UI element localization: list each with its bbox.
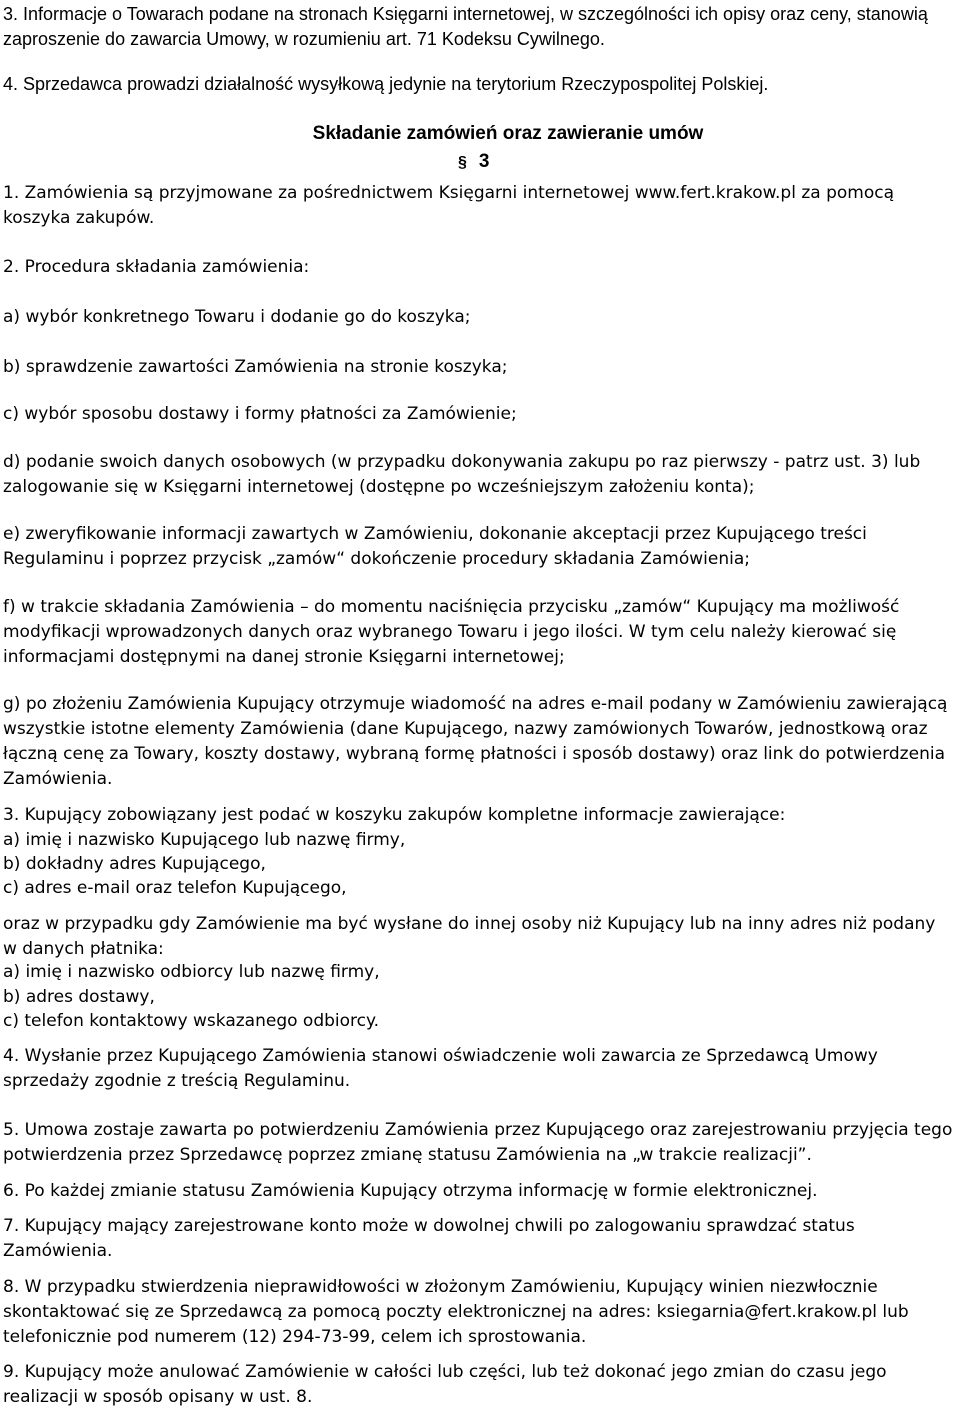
list-item-2e: e) zweryfikowanie informacji zawartych w Zamówieniu, dokonanie akceptacji przez Kupującego treści Regulaminu i poprzez przycisk „zamów“ dokończenie procedury składania Zamówienia; <box>3 524 867 569</box>
paragraph-zamowienia-przyjmowane: 1. Zamówienia są przyjmowane za pośrednictwem Księgarni internetowej www.fert.krakow.pl za pomocą koszyka zakupów. <box>3 183 894 228</box>
list-item-odbiorca-b: b) adres dostawy, <box>3 987 155 1007</box>
paragraph-kupujacy-zobowiazany: 3. Kupujący zobowiązany jest podać w koszyku zakupów kompletne informacje zawierające: <box>3 805 786 825</box>
section-symbol: § <box>458 154 467 171</box>
list-item-2d: d) podanie swoich danych osobowych (w przypadku dokonywania zakupu po raz pierwszy - patrz ust. 3) lub zalogowanie się w Księgarni internetowej (dostępne po wcześniejszym założeniu konta); <box>3 452 921 497</box>
paragraph-inny-odbiorca: oraz w przypadku gdy Zamówienie ma być wysłane do innej osoby niż Kupujący lub na inny adres niż podany w danych płatnika: <box>3 914 936 959</box>
list-item-2c: c) wybór sposobu dostawy i formy płatności za Zamówienie; <box>3 404 517 424</box>
list-item-2f: f) w trakcie składania Zamówienia – do momentu naciśnięcia przycisku „zamów“ Kupujący ma możliwość modyfikacji wprowadzonych danych oraz wybranego Towaru i jego ilości. W tym celu należy kierować się informacjami dostępnymi na danej stronie Księgarni internetowej; <box>3 597 900 667</box>
paragraph-procedura: 2. Procedura składania zamówienia: <box>3 257 310 277</box>
paragraph-nieprawidlowosci: 8. W przypadku stwierdzenia nieprawidłowości w złożonym Zamówieniu, Kupujący winien niezwłocznie skontaktować się ze Sprzedawcą za pomocą poczty elektronicznej na adres: ksiegarnia@fert.krakow.pl lub telefonicznie pod numerem (12) 294-73-99, celem ich sprostowania. <box>3 1277 909 1347</box>
list-item-2a: a) wybór konkretnego Towaru i dodanie go do koszyka; <box>3 307 471 327</box>
list-item-2g: g) po złożeniu Zamówienia Kupujący otrzymuje wiadomość na adres e-mail podany w Zamówieniu zawierającą wszystkie istotne elementy Zamówienia (dane Kupującego, nazwy zamówionych Towarów, jednostkową oraz łączną cenę za Towary, koszty dostawy, wybraną formę płatności i sposób dostawy) oraz link do potwierdzenia Zamówienia. <box>3 694 948 789</box>
paragraph-informacje-o-towarach: 3. Informacje o Towarach podane na stronach Księgarni internetowej, w szczególności ich opisy oraz ceny, stanowią zaproszenie do zawarcia Umowy, w rozumieniu art. 71 Kodeksu Cywilnego. <box>3 4 928 49</box>
paragraph-zmiana-statusu: 6. Po każdej zmianie statusu Zamówienia Kupujący otrzyma informację w formie elektronicznej. <box>3 1181 818 1201</box>
section-number-value: 3 <box>478 151 490 172</box>
paragraph-sprawdzanie-statusu: 7. Kupujący mający zarejestrowane konto może w dowolnej chwili po zalogowaniu sprawdzać status Zamówienia. <box>3 1216 855 1261</box>
list-item-odbiorca-c: c) telefon kontaktowy wskazanego odbiorcy. <box>3 1011 380 1031</box>
paragraph-wyslanie-zamowienia: 4. Wysłanie przez Kupującego Zamówienia stanowi oświadczenie woli zawarcia ze Sprzedawcą Umowy sprzedaży zgodnie z treścią Regulaminu. <box>3 1046 878 1091</box>
list-item-3a: a) imię i nazwisko Kupującego lub nazwę firmy, <box>3 830 406 850</box>
section-number <box>458 150 489 175</box>
list-item-2b: b) sprawdzenie zawartości Zamówienia na stronie koszyka; <box>3 357 508 377</box>
list-item-odbiorca-a: a) imię i nazwisko odbiorcy lub nazwę firmy, <box>3 962 380 982</box>
list-item-3c: c) adres e-mail oraz telefon Kupującego, <box>3 878 347 898</box>
section-title: Składanie zamówień oraz zawieranie umów <box>312 123 704 144</box>
paragraph-umowa-zawarta: 5. Umowa zostaje zawarta po potwierdzeniu Zamówienia przez Kupującego oraz zarejestrowaniu przyjęcia tego potwierdzenia przez Sprzedawcę poprzez zmianę statusu Zamówienia na „w trakcie realizacji”. <box>3 1120 953 1165</box>
paragraph-dzialalnosc-wysylkowa: 4. Sprzedawca prowadzi działalność wysyłkową jedynie na terytorium Rzeczypospolitej Polskiej. <box>3 74 769 94</box>
list-item-3b: b) dokładny adres Kupującego, <box>3 854 266 874</box>
paragraph-anulowanie: 9. Kupujący może anulować Zamówienie w całości lub części, lub też dokonać jego zmian do czasu jego realizacji w sposób opisany w ust. 8. <box>3 1362 887 1407</box>
